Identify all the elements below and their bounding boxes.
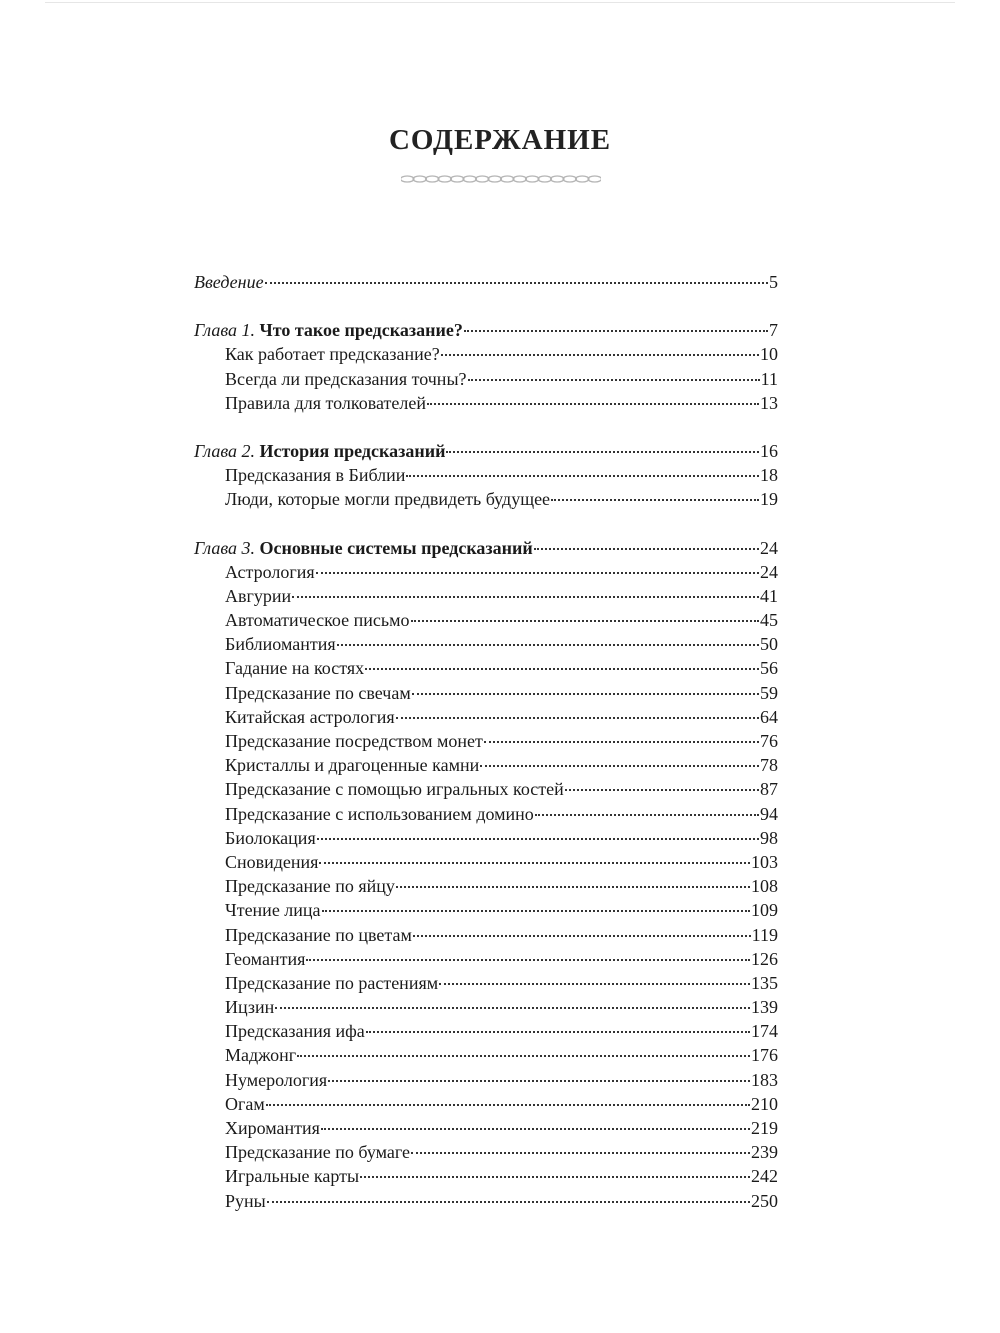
toc-entry-title: Ицзин: [225, 997, 275, 1018]
page-number: 50: [760, 634, 778, 655]
dot-leader: [427, 403, 759, 405]
page-title: СОДЕРЖАНИЕ: [388, 124, 612, 156]
page-number: 219: [751, 1118, 778, 1138]
toc-subentry[interactable]: [194, 584, 778, 608]
toc-subentry[interactable]: [194, 1092, 778, 1116]
toc-subentry[interactable]: [194, 923, 778, 947]
dot-leader: [396, 886, 750, 888]
toc-entry-label: [225, 1116, 320, 1140]
page-number: 183: [751, 1069, 778, 1090]
page-number: 41: [760, 585, 778, 606]
toc-subentry[interactable]: [194, 1189, 778, 1213]
ornament-link: [426, 176, 440, 182]
dot-leader: [411, 1152, 750, 1154]
toc-subentry[interactable]: [194, 1043, 778, 1067]
toc-subentry[interactable]: [194, 560, 778, 584]
toc-entry-label: [225, 874, 395, 898]
page-number: 98: [760, 827, 778, 848]
page-number: 45: [760, 610, 778, 631]
toc-entry-title: Что такое предсказание?: [259, 320, 463, 341]
page-number: 19: [760, 489, 778, 510]
page-number: 7: [769, 320, 778, 341]
toc-entry-title: Основные системы предсказаний: [259, 537, 533, 558]
toc-entry-label: [225, 777, 564, 801]
toc-entry-title: Предсказание с использованием домино: [225, 803, 534, 824]
page-number: 16: [760, 440, 778, 461]
chapter-number: Глава 1.: [194, 320, 260, 341]
chapter-number: Глава 3.: [194, 537, 260, 558]
dot-leader: [535, 814, 759, 816]
ornament-link: [476, 176, 490, 182]
toc-subentry[interactable]: [194, 971, 778, 995]
toc-entry-label: [225, 1140, 410, 1164]
page-number: 242: [751, 1166, 778, 1187]
page-number: 18: [760, 465, 778, 486]
toc-entry-title: Огам: [225, 1093, 265, 1114]
toc-entry-title: Предсказание по яйцу: [225, 876, 395, 897]
ornament-link: [588, 176, 601, 182]
dot-leader: [411, 620, 760, 622]
toc-entry-label: [225, 947, 305, 971]
table-of-contents: [194, 270, 778, 1237]
dot-leader: [265, 282, 768, 284]
toc-entry-title: Предсказание по свечам: [225, 682, 411, 703]
page-number: 139: [751, 997, 778, 1018]
page-number: 24: [760, 561, 778, 582]
ornament-divider: [401, 174, 601, 184]
toc-entry-label: [225, 681, 411, 705]
toc-entry-label: [194, 536, 533, 560]
toc-entry-title: Как работает предсказание?: [225, 344, 440, 365]
toc-entry-label: [225, 560, 315, 584]
toc-entry-title: Всегда ли предсказания точны?: [225, 368, 467, 389]
toc-entry-label: [194, 318, 463, 342]
toc-entry-title: Маджонг: [225, 1045, 297, 1066]
page-number: 24: [760, 537, 778, 558]
dot-leader: [360, 1176, 750, 1178]
toc-entry-label: [225, 367, 467, 391]
dot-leader: [439, 983, 750, 985]
ornament-link: [551, 176, 565, 182]
toc-entry[interactable]: [194, 439, 778, 463]
toc-entry-label: [194, 439, 445, 463]
page-number: 13: [760, 392, 778, 413]
toc-entry-label: [225, 1019, 365, 1043]
ornament-link: [438, 176, 452, 182]
toc-entry-title: Руны: [225, 1190, 266, 1211]
dot-leader: [551, 499, 759, 501]
toc-subentry[interactable]: [194, 1116, 778, 1140]
toc-subentry[interactable]: [194, 367, 778, 391]
toc-entry-title: Сновидения: [225, 851, 319, 872]
dot-leader: [322, 910, 750, 912]
toc-entry-title: Астрология: [225, 561, 315, 582]
toc-entry-title: Предсказание по цветам: [225, 924, 412, 945]
dot-leader: [319, 862, 750, 864]
dot-leader: [365, 668, 759, 670]
page-number: 76: [760, 731, 778, 751]
toc-subentry[interactable]: [194, 850, 778, 874]
toc-entry-title: Геомантия: [225, 948, 306, 969]
toc-subentry[interactable]: [194, 681, 778, 705]
toc-entry-title: Игральные карты: [225, 1166, 360, 1187]
ornament-link: [463, 176, 477, 182]
page-number: 119: [751, 924, 778, 945]
dot-leader: [396, 717, 759, 719]
toc-entry-label: [225, 584, 291, 608]
dot-leader: [534, 548, 759, 550]
toc-subentry[interactable]: [194, 947, 778, 971]
dot-leader: [297, 1055, 750, 1057]
toc-entry-title: Хиромантия: [225, 1118, 320, 1138]
dot-leader: [468, 379, 760, 381]
dot-leader: [292, 596, 759, 598]
toc-subentry[interactable]: [194, 632, 778, 656]
toc-subentry[interactable]: [194, 1019, 778, 1043]
toc-subentry[interactable]: [194, 874, 778, 898]
toc-entry-label: [225, 391, 426, 415]
toc-entry-title: Авгурии: [225, 585, 292, 606]
toc-entry-label: [225, 342, 440, 366]
toc-entry-label: [225, 1043, 296, 1067]
page-number: 174: [751, 1021, 778, 1042]
toc-section: [194, 318, 778, 415]
chapter-number: Глава 2.: [194, 440, 260, 461]
top-divider: [45, 2, 955, 3]
page-number: 78: [760, 755, 778, 776]
toc-entry-label: [225, 463, 405, 487]
ornament-link: [451, 176, 465, 182]
toc-entry-label: [225, 995, 274, 1019]
toc-subentry[interactable]: [194, 729, 778, 753]
toc-entry-label: [225, 729, 483, 753]
dot-leader: [446, 451, 759, 453]
toc-entry-label: [225, 608, 410, 632]
toc-entry-label: [225, 826, 316, 850]
toc-entry-title: Нумерология: [225, 1069, 328, 1090]
toc-entry-label: [225, 802, 534, 826]
page-number: 64: [760, 706, 778, 727]
page-number: 11: [760, 368, 778, 389]
toc-entry-title: Предсказание посредством монет: [225, 731, 483, 751]
ornament-link: [563, 176, 577, 182]
toc-subentry[interactable]: [194, 705, 778, 729]
toc-entry-label: [225, 971, 438, 995]
page-number: 59: [760, 682, 778, 703]
dot-leader: [464, 330, 768, 332]
ornament-link: [513, 176, 527, 182]
toc-entry-label: [225, 705, 395, 729]
page-number: 94: [760, 803, 778, 824]
toc-entry-label: [225, 898, 321, 922]
toc-subentry[interactable]: [194, 656, 778, 680]
toc-entry[interactable]: [194, 318, 778, 342]
toc-entry[interactable]: [194, 536, 778, 560]
toc-entry-label: [225, 923, 412, 947]
ornament-link: [413, 176, 427, 182]
toc-entry-label: [225, 656, 364, 680]
page-number: 103: [751, 851, 778, 872]
page-number: 56: [760, 658, 778, 679]
toc-section: [194, 439, 778, 512]
ornament-link: [576, 176, 590, 182]
ornament-link: [488, 176, 502, 182]
toc-entry-title: Кристаллы и драгоценные камни: [225, 755, 480, 776]
toc-subentry[interactable]: [194, 898, 778, 922]
toc-entry-title: Предсказание с помощью игральных костей: [225, 779, 564, 800]
toc-entry-title: Правила для толкователей: [225, 392, 426, 413]
toc-section: [194, 270, 778, 294]
toc-entry-title: Люди, которые могли предвидеть будущее: [225, 489, 551, 510]
toc-subentry[interactable]: [194, 826, 778, 850]
dot-leader: [565, 789, 759, 791]
dot-leader: [321, 1128, 750, 1130]
page-number: 210: [751, 1093, 778, 1114]
dot-leader: [484, 741, 759, 743]
dot-leader: [328, 1080, 750, 1082]
dot-leader: [412, 693, 759, 695]
toc-subentry[interactable]: [194, 753, 778, 777]
toc-entry-title: Предсказание по бумаге: [225, 1142, 410, 1163]
toc-entry-title: Предсказания в Библии: [225, 465, 406, 486]
page-number: 87: [760, 779, 778, 800]
toc-entry-title: Гадание на костях: [225, 658, 365, 679]
toc-section: [194, 536, 778, 1213]
toc-subentry[interactable]: [194, 1140, 778, 1164]
dot-leader: [267, 1201, 750, 1203]
dot-leader: [441, 354, 759, 356]
toc-entry-label: [225, 1164, 359, 1188]
dot-leader: [317, 838, 759, 840]
page-number: 176: [751, 1045, 778, 1066]
page-number: 135: [751, 972, 778, 993]
toc-entry-label: [225, 632, 336, 656]
dot-leader: [266, 1104, 750, 1106]
dot-leader: [366, 1031, 750, 1033]
toc-entry-title: Автоматическое письмо: [225, 610, 410, 631]
toc-entry-title: Предсказание по растениям: [225, 972, 439, 993]
toc-entry-label: [225, 753, 479, 777]
dot-leader: [337, 644, 759, 646]
toc-entry-label: [194, 270, 264, 294]
toc-subentry[interactable]: [194, 1068, 778, 1092]
dot-leader: [306, 959, 750, 961]
dot-leader: [480, 765, 759, 767]
dot-leader: [406, 475, 759, 477]
toc-entry-title: Китайская астрология: [225, 706, 395, 727]
toc-entry-label: [225, 850, 318, 874]
page-number: 10: [760, 344, 778, 365]
toc-subentry[interactable]: [194, 342, 778, 366]
toc-entry-label: [225, 1068, 327, 1092]
toc-subentry[interactable]: [194, 995, 778, 1019]
page-number: 126: [751, 948, 778, 969]
toc-entry-title: Биолокация: [225, 827, 316, 848]
ornament-link: [501, 176, 515, 182]
toc-entry-title: Чтение лица: [225, 900, 321, 921]
ornament-link: [526, 176, 540, 182]
toc-subentry[interactable]: [194, 463, 778, 487]
toc-subentry[interactable]: [194, 1164, 778, 1188]
toc-subentry[interactable]: [194, 391, 778, 415]
dot-leader: [413, 935, 751, 937]
toc-entry-title: Предсказания ифа: [225, 1021, 365, 1042]
page-number: 239: [751, 1142, 778, 1163]
toc-entry[interactable]: [194, 270, 778, 294]
toc-subentry[interactable]: [194, 777, 778, 801]
page-number: 108: [751, 876, 778, 897]
toc-subentry[interactable]: [194, 802, 778, 826]
dot-leader: [275, 1007, 750, 1009]
ornament-link: [401, 176, 414, 182]
ornament-link: [538, 176, 552, 182]
page-number: 250: [751, 1190, 778, 1211]
toc-entry-title: История предсказаний: [259, 440, 446, 461]
toc-subentry[interactable]: [194, 608, 778, 632]
toc-entry-label: [225, 1092, 265, 1116]
dot-leader: [316, 572, 759, 574]
toc-entry-label: [225, 487, 550, 511]
page-number: 109: [751, 900, 778, 921]
toc-subentry[interactable]: [194, 487, 778, 511]
page-number: 5: [769, 272, 778, 292]
toc-entry-title: Библиомантия: [225, 634, 336, 655]
toc-entry-label: [225, 1189, 266, 1213]
toc-entry-title: Введение: [194, 272, 264, 292]
